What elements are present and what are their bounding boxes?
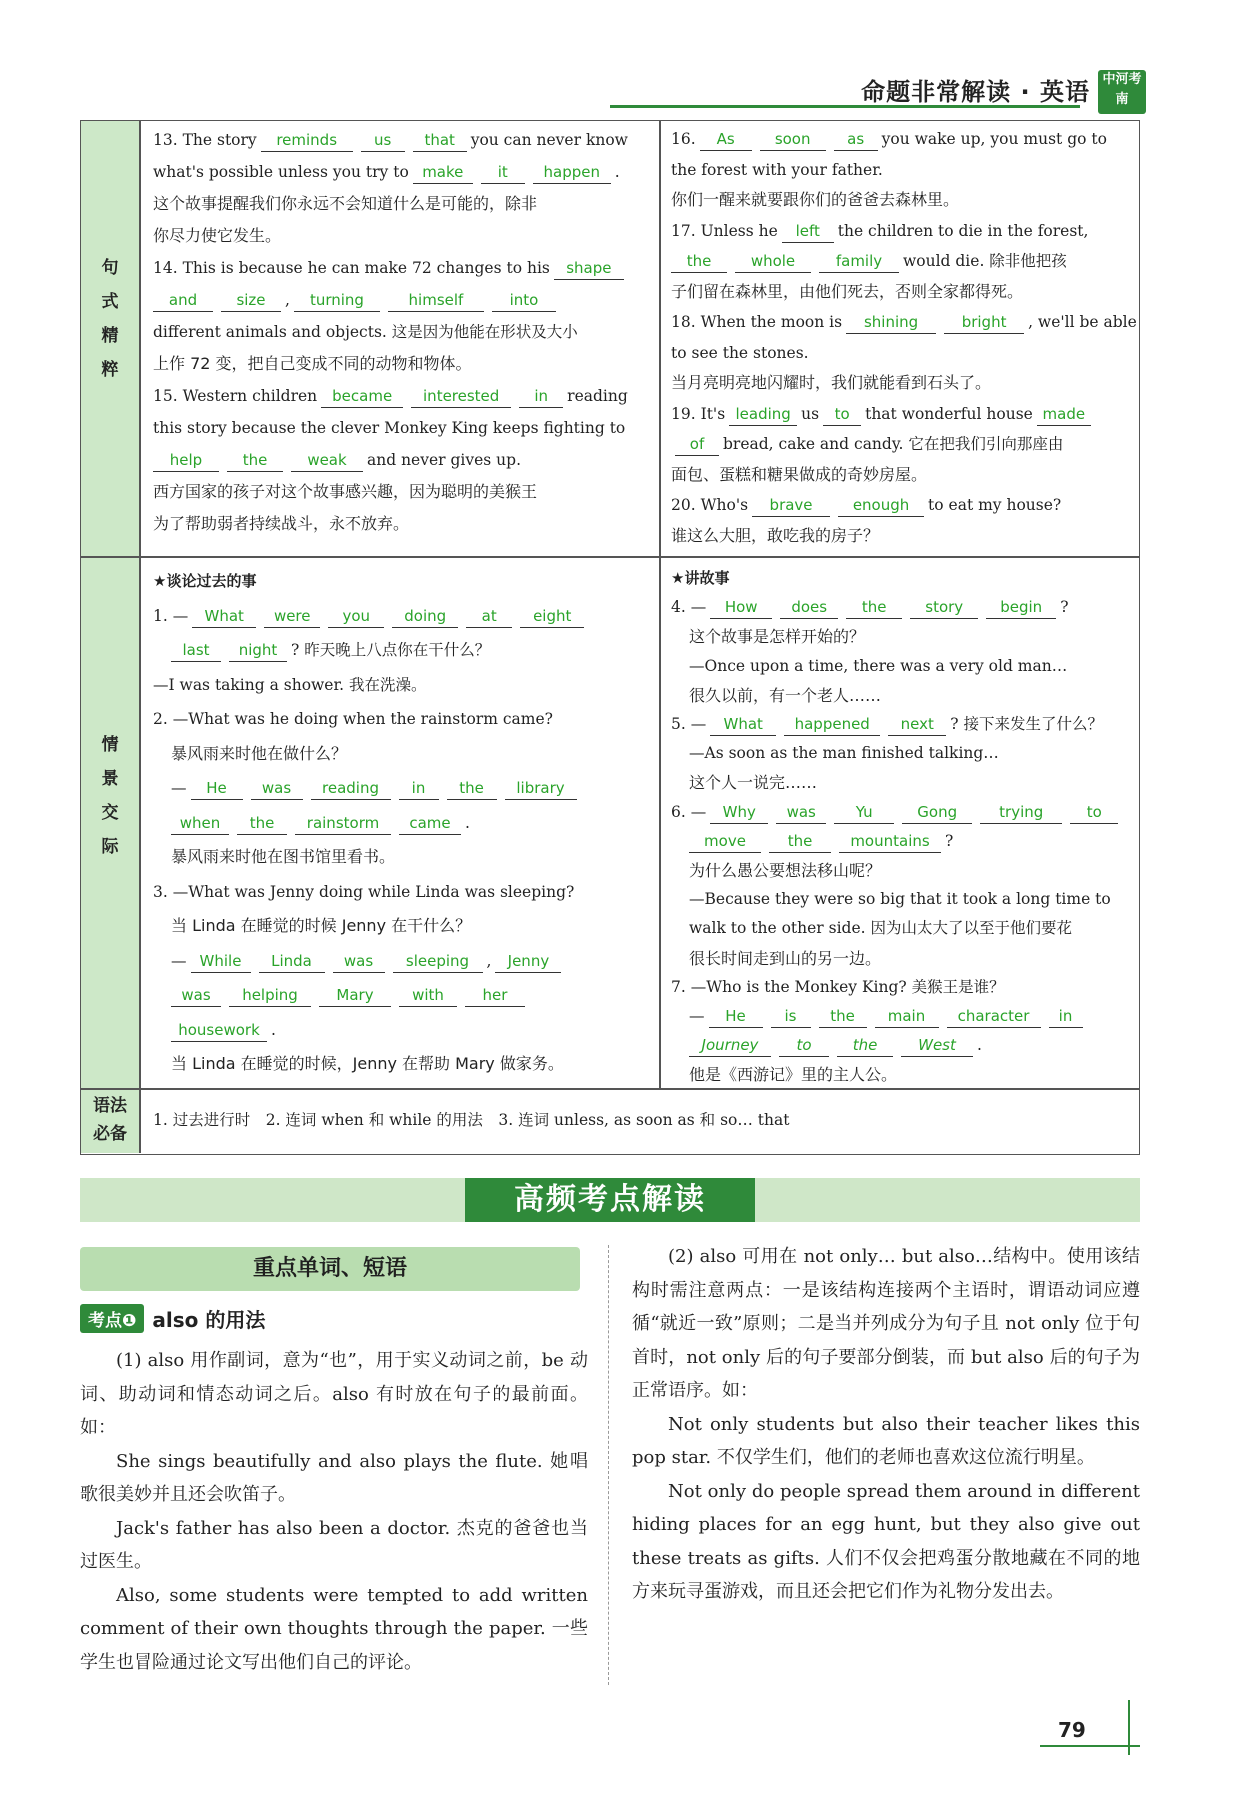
answer-blank: enough	[838, 494, 924, 517]
text-span: —	[171, 951, 187, 970]
text-line	[671, 1002, 1131, 1031]
column-left	[80, 1344, 588, 1679]
answer-blank: Mary	[319, 984, 391, 1007]
answer-blank: the	[227, 449, 283, 472]
answer-blank: of	[675, 433, 719, 456]
text-span: ? 昨天晚上八点你在干什么？	[291, 641, 491, 659]
answer-blank: came	[399, 812, 461, 835]
answer-blank: As	[700, 128, 752, 151]
answer-blank: it	[481, 161, 525, 184]
answer-blank: became	[321, 385, 403, 408]
text-line	[671, 827, 1131, 856]
text-line: 上作 72 变，把自己变成不同的动物和物体。	[153, 354, 472, 373]
text-line: —As soon as the man finished talking…	[689, 744, 999, 763]
answer-blank: rainstorm	[295, 812, 391, 835]
answer-blank: night	[229, 639, 287, 662]
answer-blank: happened	[784, 713, 880, 736]
answer-blank: her	[465, 984, 525, 1007]
text-span: —	[689, 1007, 705, 1026]
text-line	[671, 429, 1131, 460]
section-label-grammar	[81, 1090, 139, 1153]
subsection-title: 重点单词、短语	[252, 1256, 407, 1281]
text-line	[671, 593, 1131, 622]
text-span: 20. Who's	[671, 496, 749, 514]
paragraph: Also, some students were tempted to add written comment of their own thoughts through the paper. 一些学生也冒险通过论文写出他们自己的评论。	[80, 1584, 588, 1673]
text-span: 14. This is because he can make 72 changes to his	[153, 259, 550, 277]
grammar-row	[153, 1106, 1113, 1134]
text-line	[153, 380, 653, 412]
text-line: 面包、蛋糕和糖果做成的奇妙房屋。	[671, 464, 928, 484]
answer-blank: the	[837, 1034, 893, 1057]
answer-blank: left	[782, 220, 834, 243]
text-span: 5. —	[671, 715, 707, 734]
text-line	[671, 1031, 1131, 1060]
text-line: ★讲故事	[671, 569, 730, 587]
text-span: and never gives up.	[367, 451, 522, 469]
answer-blank: us	[361, 129, 405, 152]
text-line	[153, 156, 653, 188]
text-line: 当月亮明亮地闪耀时，我们就能看到石头了。	[671, 373, 992, 392]
text-line	[153, 806, 653, 841]
answer-blank: leading	[729, 403, 797, 426]
text-span: .	[271, 1020, 276, 1039]
answer-blank: reading	[311, 777, 391, 800]
text-line: to see the stones.	[671, 343, 809, 362]
text-line	[153, 771, 653, 806]
answer-blank: the	[237, 812, 287, 835]
answer-blank: last	[171, 639, 221, 662]
answer-blank: Jenny	[495, 950, 561, 973]
answer-blank: to	[779, 1034, 829, 1057]
text-line: 这个人一说完……	[689, 773, 818, 793]
text-line	[671, 246, 1131, 277]
answer-blank: brave	[752, 494, 830, 517]
text-line: 很久以前，有一个老人……	[689, 685, 882, 705]
text-line	[671, 307, 1137, 338]
text-line: 这个故事提醒我们你永远不会知道什么是可能的，除非	[153, 194, 538, 213]
answer-blank: the	[846, 596, 902, 619]
banner-title: 高频考点解读	[465, 1178, 755, 1222]
answer-blank: library	[505, 777, 577, 800]
text-line: walk to the other side. 因为山太大了以至于他们要花	[689, 919, 1072, 938]
text-line: 为什么愚公要想法移山呢？	[689, 861, 882, 881]
text-line: 他是《西游记》里的主人公。	[689, 1065, 898, 1085]
answer-blank: the	[769, 830, 831, 853]
text-line: 当 Linda 在睡觉的时候 Jenny 在干什么？	[171, 916, 472, 935]
text-span: 13. The story	[153, 131, 257, 149]
text-line	[671, 710, 1131, 739]
section-label-text: 语法必备	[93, 1096, 127, 1144]
text-line	[671, 216, 1131, 247]
answer-blank: at	[466, 605, 512, 628]
text-line	[671, 399, 1131, 430]
page-number: 79	[1058, 1718, 1086, 1742]
answer-blank: does	[780, 596, 838, 619]
text-span: you wake up, you must go to	[881, 130, 1107, 148]
text-line: 7. —Who is the Monkey King? 美猴王是谁？	[671, 977, 1005, 996]
text-line: 这个故事是怎样开始的？	[689, 627, 866, 647]
answer-blank: the	[447, 777, 497, 800]
sentences-left	[153, 124, 653, 540]
text-line: 子们留在森林里，由他们死去，否则全家都得死。	[671, 281, 1024, 301]
answer-blank: was	[333, 950, 385, 973]
answer-blank: main	[875, 1005, 939, 1028]
text-span: 4. —	[671, 598, 707, 617]
text-line: 西方国家的孩子对这个故事感兴趣，因为聪明的美猴王	[153, 482, 538, 501]
answer-blank: was	[776, 801, 826, 824]
text-span: ,	[285, 291, 290, 309]
section-label-dialogue	[81, 558, 139, 1088]
grammar-text: 1. 过去进行时 2. 连词 when 和 while 的用法 3. 连词 unless, as soon as 和 so… that	[153, 1111, 790, 1129]
text-span: 1. —	[153, 606, 189, 625]
answer-blank: Linda	[259, 950, 325, 973]
answer-blank: Why	[710, 801, 768, 824]
text-span: ? 接下来发生了什么？	[950, 715, 1103, 734]
paragraph: She sings beautifully and also plays the flute. 她唱歌很美妙并且还会吹笛子。	[80, 1450, 588, 1505]
text-line: 你们一醒来就要跟你们的爸爸去森林里。	[671, 190, 960, 209]
dialogue-left	[153, 564, 653, 1082]
text-span: ?	[945, 831, 954, 850]
section-label-sentences	[81, 121, 139, 556]
subsection-header	[80, 1247, 580, 1291]
text-line	[153, 978, 653, 1013]
answer-blank: to	[1070, 801, 1118, 824]
answer-blank: He	[709, 1005, 763, 1028]
text-span: , we'll be able	[1028, 313, 1137, 331]
answer-blank: was	[251, 777, 303, 800]
answer-blank: mountains	[839, 830, 941, 853]
text-line: 暴风雨来时他在做什么？	[171, 743, 348, 763]
text-line	[153, 252, 653, 284]
text-line: the forest with your father.	[671, 160, 883, 179]
text-line	[153, 284, 653, 316]
text-span: to eat my house?	[928, 496, 1062, 514]
answer-blank: While	[191, 950, 251, 973]
answer-blank: interested	[411, 385, 511, 408]
text-line	[153, 633, 653, 668]
answer-blank: character	[947, 1005, 1041, 1028]
summary-table	[80, 120, 1140, 1155]
answer-blank: eight	[520, 605, 584, 628]
dialogue-right	[671, 564, 1131, 1090]
answer-blank: bright	[944, 311, 1024, 334]
answer-blank: with	[399, 984, 457, 1007]
answer-blank: into	[492, 289, 556, 312]
answer-blank: happen	[533, 161, 611, 184]
answer-blank: What	[710, 713, 776, 736]
text-span: 15. Western children	[153, 387, 318, 405]
text-line	[671, 798, 1131, 827]
answer-blank: when	[171, 812, 229, 835]
answer-blank: the	[819, 1005, 867, 1028]
text-span: the children to die in the forest,	[837, 221, 1089, 240]
answer-blank: doing	[392, 605, 458, 628]
text-line: 谁这么大胆，敢吃我的房子？	[671, 525, 880, 545]
answer-blank: shape	[554, 257, 624, 280]
answer-blank: trying	[980, 801, 1062, 824]
kaodian-heading	[80, 1304, 265, 1333]
text-line	[153, 944, 653, 979]
text-line: 很长时间走到山的另一边。	[689, 948, 882, 968]
answer-blank: in	[1049, 1005, 1083, 1028]
answer-blank: was	[171, 984, 221, 1007]
text-span: what's possible unless you try to	[153, 163, 409, 181]
text-line: 暴风雨来时他在图书馆里看书。	[171, 847, 396, 866]
text-span: .	[977, 1036, 982, 1055]
text-span: would die. 除非他把孩	[903, 252, 1067, 270]
column-divider	[608, 1245, 609, 1685]
section-banner	[80, 1178, 1140, 1222]
paragraph: Jack's father has also been a doctor. 杰克的爸爸也当过医生。	[80, 1517, 588, 1572]
answer-blank: West	[901, 1034, 973, 1057]
answer-blank: What	[192, 605, 256, 628]
answer-blank: himself	[388, 289, 484, 312]
text-line	[153, 1013, 653, 1048]
answer-blank: as	[834, 128, 878, 151]
answer-blank: help	[153, 449, 219, 472]
text-line: 3. —What was Jenny doing while Linda was sleeping?	[153, 882, 575, 901]
section-label-text: 句式精粹	[101, 258, 119, 380]
answer-blank: size	[221, 289, 281, 312]
answer-blank: He	[191, 777, 243, 800]
answer-blank: next	[888, 713, 946, 736]
text-span: —	[171, 779, 187, 797]
text-span: 18. When the moon is	[671, 313, 843, 331]
text-span: that wonderful house	[865, 404, 1033, 423]
answer-blank: story	[910, 596, 978, 619]
answer-blank: Journey	[689, 1034, 771, 1057]
header-logo: 中河考南	[1098, 70, 1146, 114]
text-line	[153, 124, 653, 156]
text-span: bread, cake and candy. 它在把我们引向那座由	[723, 435, 1064, 453]
text-line	[153, 599, 653, 634]
answer-blank: were	[264, 605, 320, 628]
answer-blank: the	[671, 250, 727, 273]
answer-blank: and	[153, 289, 213, 312]
column-right	[632, 1240, 1140, 1609]
answer-blank: shining	[846, 311, 936, 334]
text-span: 17. Unless he	[671, 221, 778, 240]
text-line: ★谈论过去的事	[153, 572, 257, 590]
text-line: —Once upon a time, there was a very old man…	[689, 656, 1068, 675]
paragraph: (1) also 用作副词，意为“也”，用于实义动词之前，be 动词、助动词和情态动词之后。also 有时放在句子的最前面。如：	[80, 1350, 588, 1438]
answer-blank: begin	[986, 596, 1056, 619]
page-number-rule	[1040, 1745, 1140, 1747]
sentences-right	[671, 124, 1137, 551]
answer-blank: turning	[294, 289, 380, 312]
text-span: reading	[567, 387, 628, 405]
text-line: 当 Linda 在睡觉的时候，Jenny 在帮助 Mary 做家务。	[171, 1054, 564, 1073]
answer-blank: sleeping	[393, 950, 483, 973]
text-span: ?	[1060, 598, 1069, 617]
page-header	[610, 68, 1150, 108]
header-title: 命题非常解读 · 英语	[861, 78, 1090, 106]
answer-blank: move	[689, 830, 761, 853]
text-span: you can never know	[470, 131, 628, 149]
text-line	[153, 444, 653, 476]
answer-blank: you	[328, 605, 384, 628]
answer-blank: Gong	[902, 801, 972, 824]
text-span: ,	[486, 951, 492, 970]
text-line: 为了帮助弱者持续战斗，永不放弃。	[153, 514, 410, 533]
text-line: 2. —What was he doing when the rainstorm came?	[153, 710, 553, 728]
answer-blank: Yu	[834, 801, 894, 824]
answer-blank: family	[819, 250, 899, 273]
text-line	[671, 124, 1131, 155]
answer-blank: to	[823, 403, 861, 426]
text-line	[671, 490, 1131, 521]
paragraph: Not only do people spread them around in different hiding places for an egg hunt, but they also give out these treats as gifts. 人们不仅会把鸡蛋分散地藏在不同的地方来玩寻蛋游戏，而且还会把它们作为礼物分发出去。	[632, 1480, 1140, 1602]
answer-blank: soon	[760, 128, 826, 151]
page-number-tick	[1128, 1700, 1130, 1755]
answer-blank: made	[1037, 403, 1091, 426]
answer-blank: housework	[171, 1019, 267, 1042]
answer-blank: reminds	[261, 129, 353, 152]
answer-blank: weak	[291, 449, 363, 472]
kaodian-tag: 考点❶	[80, 1304, 144, 1333]
text-span: us	[801, 404, 820, 423]
answer-blank: in	[519, 385, 563, 408]
text-line: —Because they were so big that it took a long time to	[689, 890, 1111, 909]
text-line: this story because the clever Monkey King keeps fighting to	[153, 419, 626, 437]
paragraph: Not only students but also their teacher likes this pop star. 不仅学生们，他们的老师也喜欢这位流行明星。	[632, 1413, 1140, 1468]
answer-blank: is	[771, 1005, 811, 1028]
section-label-text: 情景交际	[101, 735, 119, 857]
answer-blank: make	[413, 161, 473, 184]
text-line: —I was taking a shower. 我在洗澡。	[153, 675, 427, 694]
text-line: 你尽力使它发生。	[153, 226, 282, 245]
answer-blank: helping	[229, 984, 311, 1007]
kaodian-title: also 的用法	[152, 1308, 266, 1332]
answer-blank: in	[399, 777, 439, 800]
answer-blank: How	[710, 596, 772, 619]
text-line: different animals and objects. 这是因为他能在形状及大小	[153, 323, 578, 341]
answer-blank: whole	[735, 250, 811, 273]
text-span: 19. It's	[671, 404, 726, 423]
text-span: 16.	[671, 130, 696, 148]
text-span: 6. —	[671, 802, 707, 821]
text-span: .	[614, 163, 620, 181]
paragraph: (2) also 可用在 not only… but also…结构中。使用该结构时需注意两点：一是该结构连接两个主语时，谓语动词应遵循“就近一致”原则；二是当并列成分为句子且 not only 位于句首时，not only 后的句子要部分倒装，而 but also 后的句子为正常语序。如：	[632, 1246, 1140, 1401]
text-span: .	[465, 813, 470, 832]
answer-blank: that	[413, 129, 467, 152]
